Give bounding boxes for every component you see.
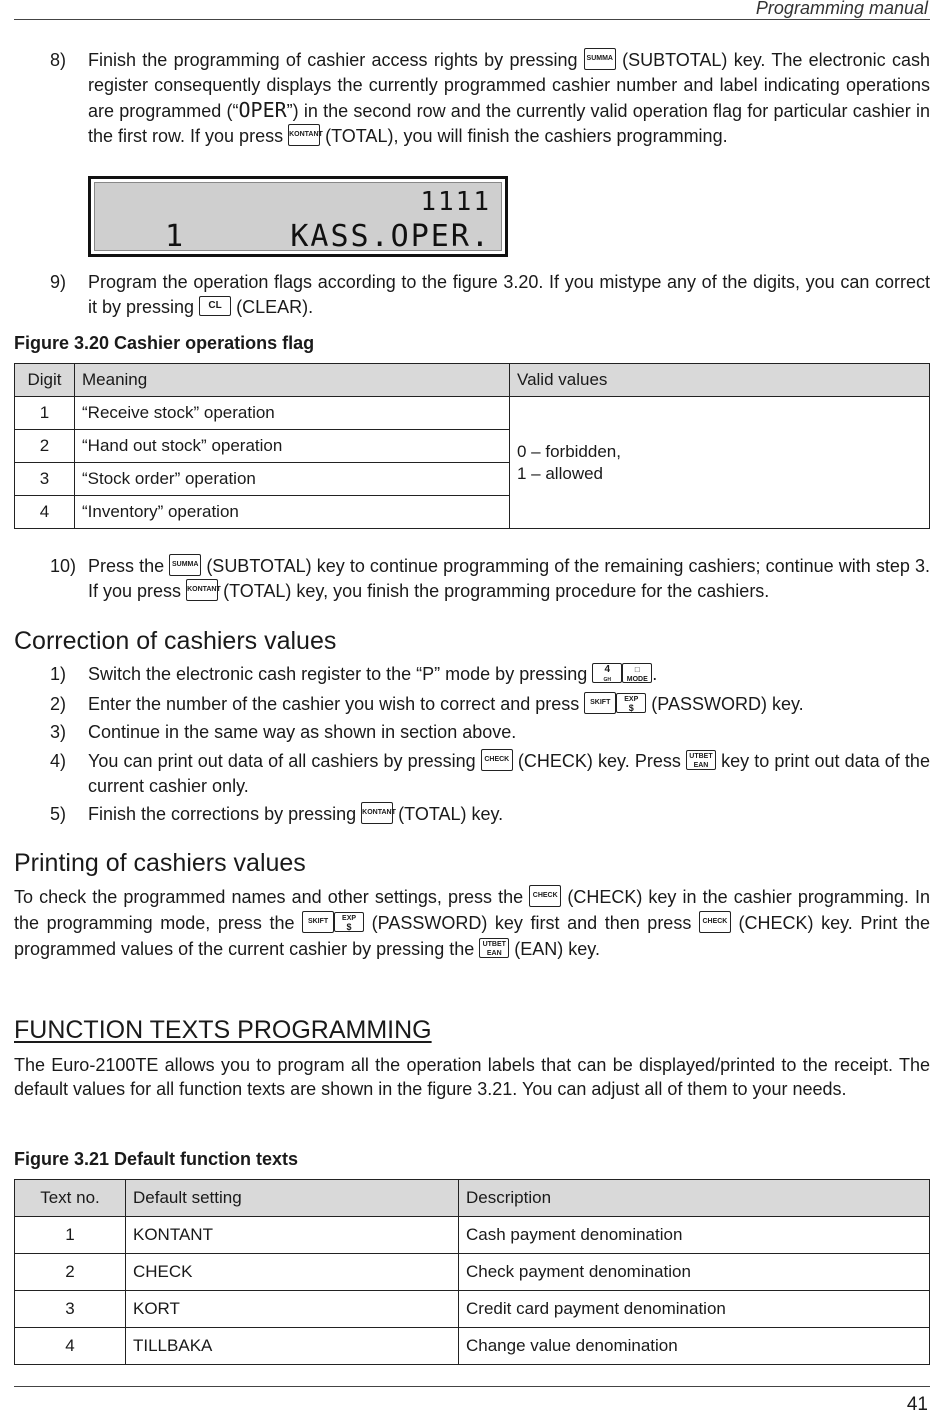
skift-key-icon: SKIFT: [584, 692, 616, 714]
clear-key-icon: CL: [199, 296, 231, 316]
step-text: Finish the corrections by pressing: [88, 804, 357, 824]
correction-step-5: [14, 802, 930, 827]
valid-value-line: 1 – allowed: [517, 463, 604, 483]
page-number: 41: [906, 1394, 928, 1415]
section-title-printing: Printing of cashiers values: [14, 849, 306, 877]
step-text: Finish the programming of cashier access rights by pressing: [88, 50, 578, 70]
check-key-icon: CHECK: [481, 749, 513, 771]
step-9: [14, 270, 930, 320]
header-default-setting: Default setting: [126, 1180, 459, 1217]
header-valid-values: Valid values: [510, 364, 930, 397]
lcd-row-1: 1111: [420, 187, 491, 217]
kontant-key-icon: KONTANT: [288, 124, 320, 146]
lcd-display: [88, 176, 508, 257]
step-text: (CHECK) key. Press: [517, 751, 681, 771]
meaning-cell: “Hand out stock” operation: [75, 430, 510, 463]
kontant-key-icon: KONTANT: [186, 579, 218, 601]
step-10: [14, 554, 930, 604]
section-title-correction: Correction of cashiers values: [14, 627, 337, 655]
step-text: (TOTAL) key.: [398, 804, 504, 824]
valid-values-cell: [510, 397, 930, 529]
table-row: [15, 397, 930, 430]
digit-cell: 1: [15, 397, 75, 430]
setting-cell: TILLBAKA: [126, 1328, 459, 1365]
step-text: Press the: [88, 556, 165, 576]
header-meaning: Meaning: [75, 364, 510, 397]
figure-3-20-caption: Figure 3.20 Cashier operations flag: [14, 333, 315, 353]
utbet-key-icon: UTBET EAN: [686, 750, 716, 770]
step-text: (PASSWORD) key.: [651, 694, 804, 714]
step-number: 9): [50, 272, 67, 292]
table-row: [15, 1217, 930, 1254]
step-8: [14, 48, 930, 149]
step-text: ”) in the second row and the currently valid operation flag for particular cashier in the first row. If you press: [88, 101, 931, 146]
step-number: 10): [50, 556, 77, 576]
step-text: Program the operation flags according to the figure 3.20. If you mistype any of the digits, you can correct it by pressing: [88, 272, 930, 317]
description-cell: Change value denomination: [459, 1328, 930, 1365]
description-cell: Cash payment denomination: [459, 1217, 930, 1254]
setting-cell: CHECK: [126, 1254, 459, 1291]
exp-key-icon: EXP $: [616, 693, 646, 713]
printing-paragraph: To check the programmed names and other settings, press the CHECK (CHECK) key in the cashier programming. In the programming mode, press the SKIFT EXP $ (PASSWORD) key first and then press CHECK (CHECK) key. Print the programmed values of the current cashier by pressing the UTBET EAN (EAN) key.: [14, 887, 931, 959]
utbet-key-icon: UTBET EAN: [479, 938, 509, 958]
lcd-row-2-number: 1: [165, 219, 186, 254]
cashier-flags-table: [14, 363, 930, 529]
section-title-function-texts: FUNCTION TEXTS PROGRAMMING: [14, 1016, 432, 1044]
lcd-row-2-label: KASS.OPER.: [290, 219, 491, 254]
step-text: (SUBTOTAL) key to continue programming of the remaining cashiers; continue with step 3. If you press: [88, 556, 930, 601]
skift-key-icon: SKIFT: [302, 911, 334, 933]
function-texts-table: [14, 1179, 930, 1365]
kontant-key-icon: KONTANT: [361, 802, 393, 824]
table-header-row: [15, 1180, 930, 1217]
step-text: Enter the number of the cashier you wish to correct and press: [88, 694, 580, 714]
table-row: [15, 1291, 930, 1328]
step-number: 8): [50, 50, 67, 70]
table-row: [15, 1254, 930, 1291]
step-text: Switch the electronic cash register to the “P” mode by pressing: [88, 664, 588, 684]
summa-key-icon: SUMMA: [169, 554, 201, 576]
step-number: 5): [50, 804, 67, 824]
meaning-cell: “Stock order” operation: [75, 463, 510, 496]
header-description: Description: [459, 1180, 930, 1217]
correction-step-3: [14, 720, 930, 745]
table-header-row: [15, 364, 930, 397]
description-cell: Check payment denomination: [459, 1254, 930, 1291]
step-text: (TOTAL), you will finish the cashiers programming.: [325, 126, 728, 146]
valid-value-line: 0 – forbidden,: [517, 441, 621, 461]
check-key-icon: CHECK: [699, 911, 731, 933]
setting-cell: KORT: [126, 1291, 459, 1328]
correction-step-1: 1) Switch the electronic cash register to the “P” mode by pressing 4 GH□ MODE .: [14, 662, 930, 687]
mode-key-icon: □ MODE: [622, 663, 652, 683]
step-text: Continue in the same way as shown in section above.: [88, 722, 517, 742]
digit-cell: 3: [15, 463, 75, 496]
figure-3-21-caption: Figure 3.21 Default function texts: [14, 1149, 299, 1169]
step-text: (CLEAR).: [236, 297, 314, 317]
text-no-cell: 4: [15, 1328, 126, 1365]
header-title: Programming manual: [755, 0, 928, 18]
lcd-oper-label: OPER: [238, 98, 287, 122]
step-text: (TOTAL) key, you finish the programming procedure for the cashiers.: [223, 581, 770, 601]
four-key-icon: 4 GH: [592, 663, 622, 683]
step-number: 4): [50, 751, 67, 771]
digit-cell: 2: [15, 430, 75, 463]
setting-cell: KONTANT: [126, 1217, 459, 1254]
step-number: 2): [50, 694, 67, 714]
table-row: [15, 1328, 930, 1365]
meaning-cell: “Inventory” operation: [75, 496, 510, 529]
step-text: (SUBTOTAL) key. The electronic cash register consequently displays the currently programmed cashier number and label indicating operations are programmed (“: [88, 50, 930, 121]
correction-step-2: [14, 692, 930, 717]
footer-rule: [14, 1386, 930, 1387]
exp-key-icon: EXP $: [334, 912, 364, 932]
text-no-cell: 2: [15, 1254, 126, 1291]
text-no-cell: 1: [15, 1217, 126, 1254]
description-cell: Credit card payment denomination: [459, 1291, 930, 1328]
header-rule: [14, 19, 930, 20]
step-text: key to print out data of the current cashier only.: [88, 751, 930, 796]
text-no-cell: 3: [15, 1291, 126, 1328]
step-text: You can print out data of all cashiers by pressing: [88, 751, 476, 771]
correction-step-4: [14, 749, 930, 799]
meaning-cell: “Receive stock” operation: [75, 397, 510, 430]
header-digit: Digit: [15, 364, 75, 397]
step-number: 3): [50, 722, 67, 742]
digit-cell: 4: [15, 496, 75, 529]
header-text-no: Text no.: [15, 1180, 126, 1217]
step-number: 1): [50, 664, 67, 684]
summa-key-icon: SUMMA: [584, 48, 616, 70]
function-texts-intro: The Euro-2100TE allows you to program all the operation labels that can be displayed/printed to the receipt. The default values for all function texts are shown in the figure 3.21. You can adjust all of them to your needs.: [14, 1055, 930, 1099]
check-key-icon: CHECK: [529, 885, 561, 907]
